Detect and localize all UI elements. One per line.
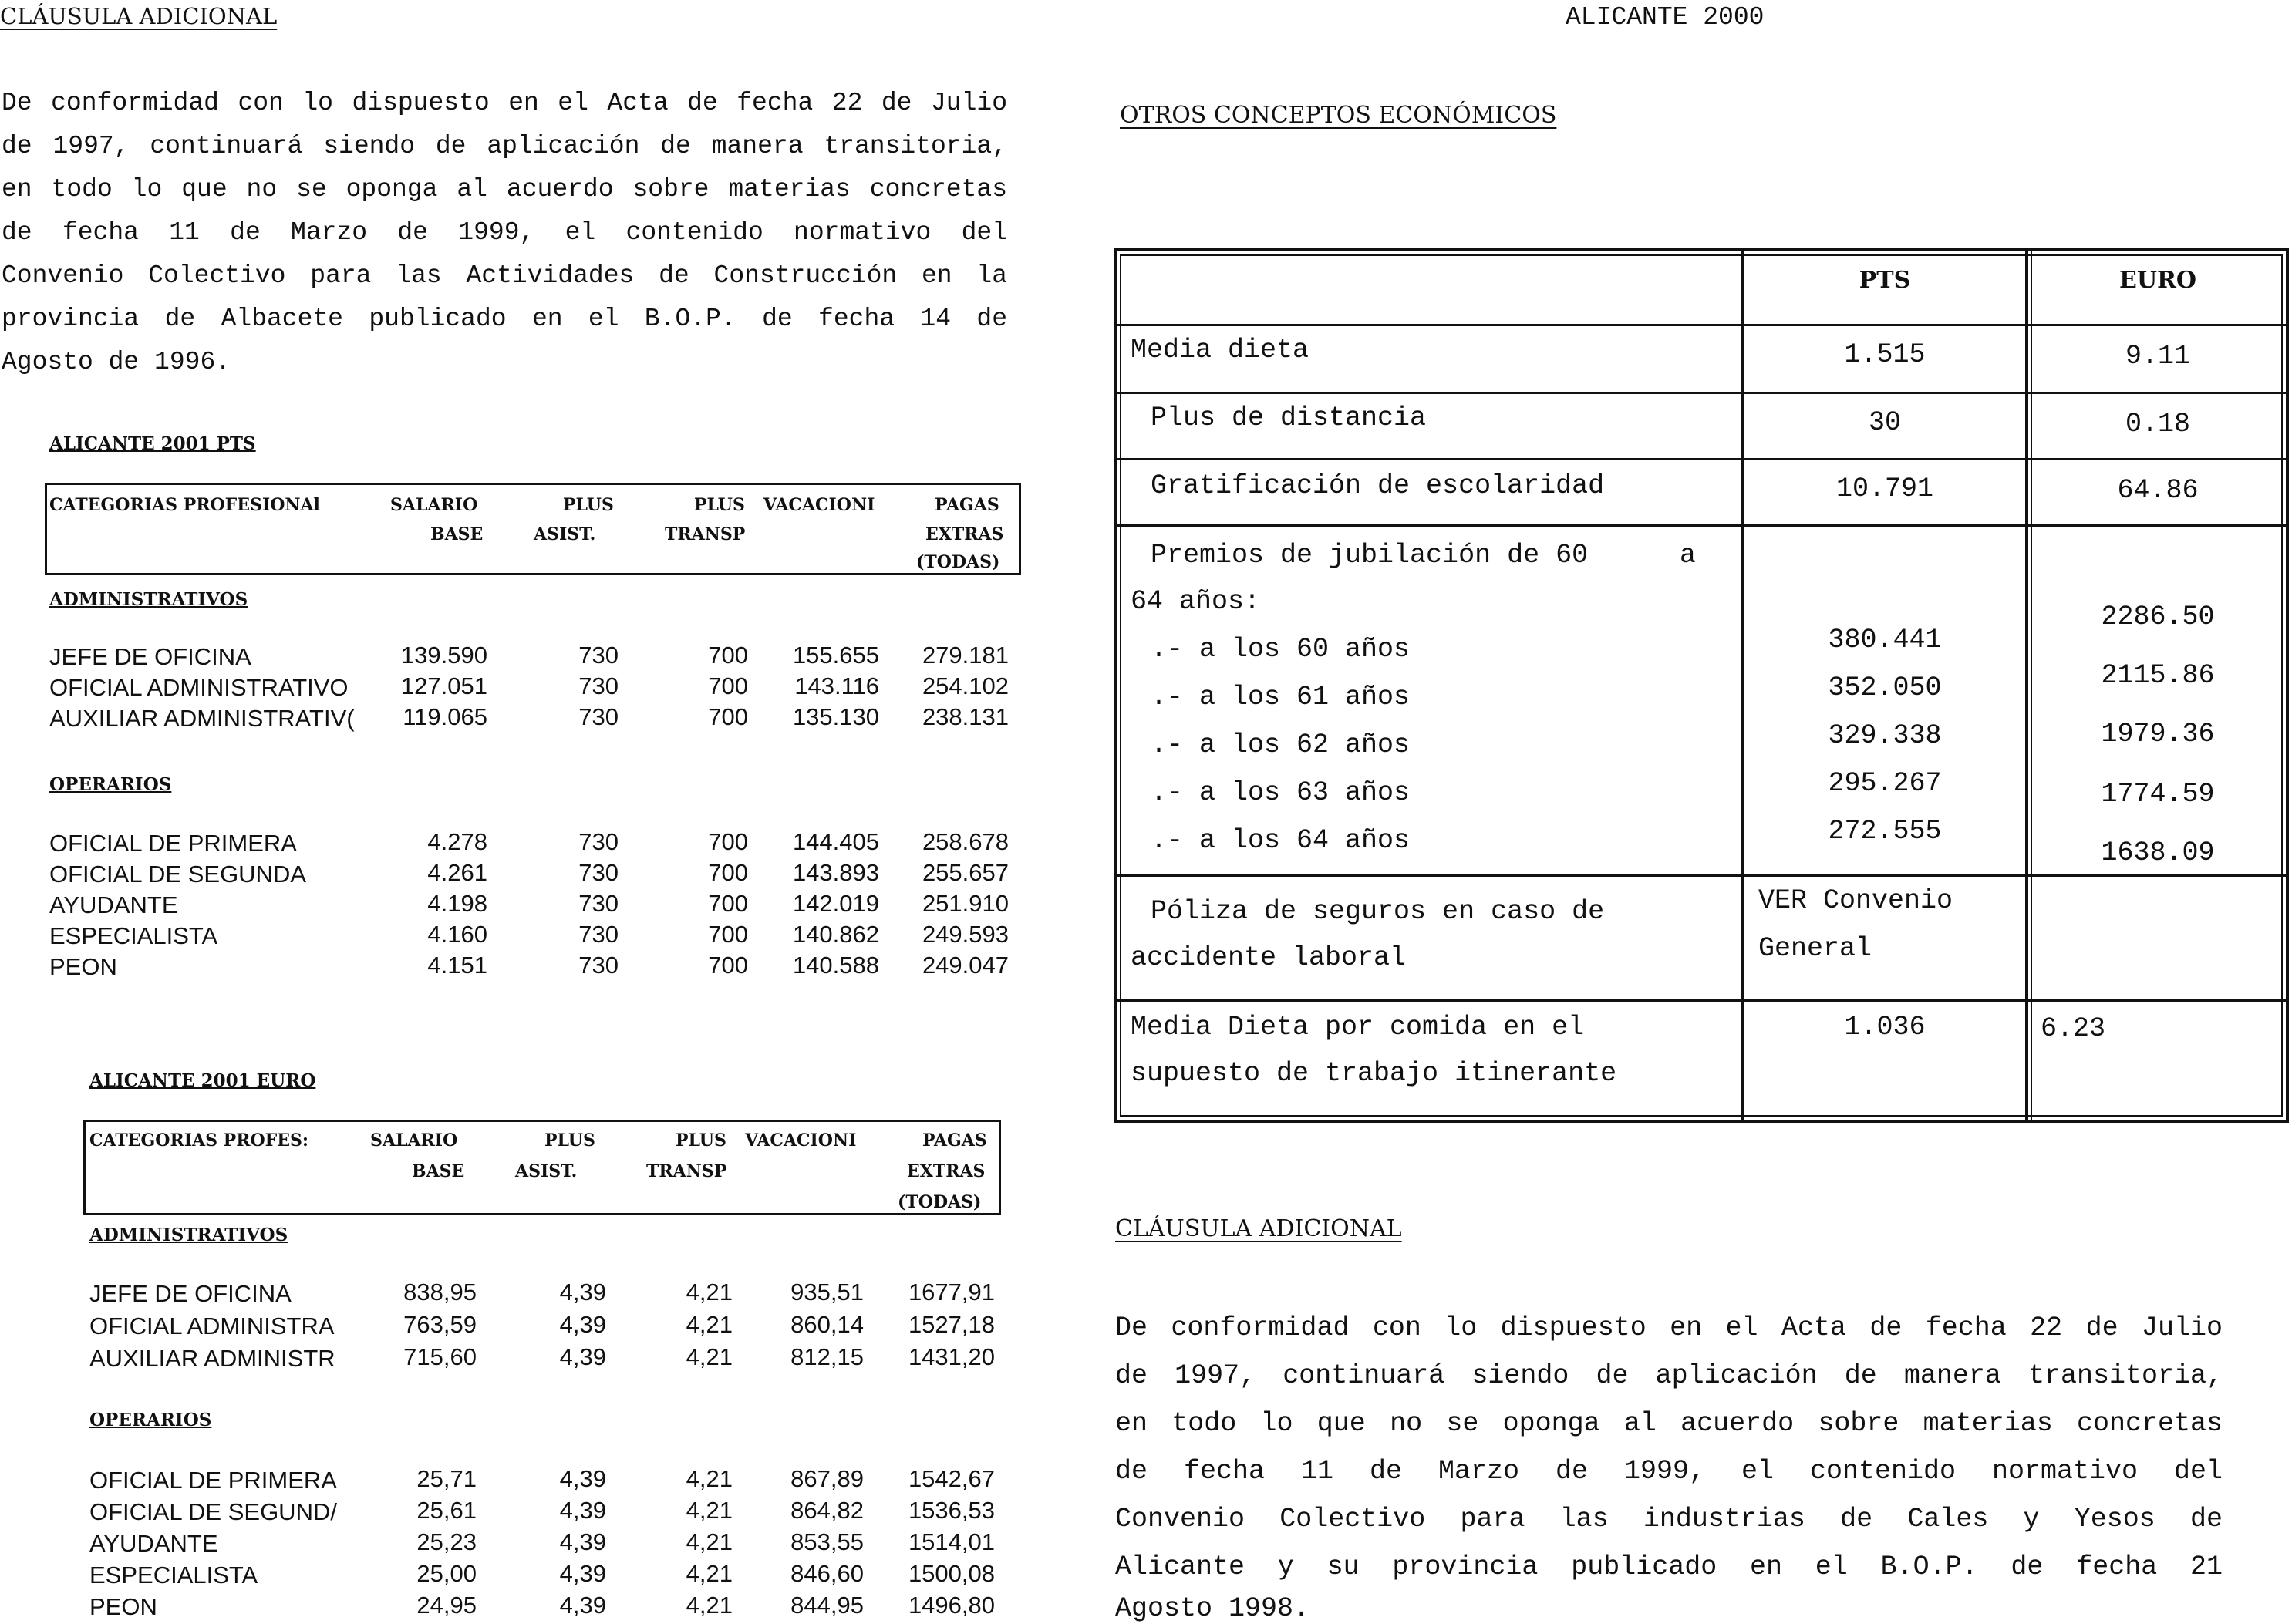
row-divider [1117, 324, 2286, 326]
paragraph-line: de 1997, continuará siendo de aplicación de manera transitoria, [1115, 1360, 2223, 1391]
category-label: PEON [89, 1593, 157, 1620]
category-label: AYUDANTE [49, 891, 178, 918]
row-divider [1117, 392, 2286, 394]
category-label: ESPECIALISTA [49, 922, 218, 949]
retirement-euro: 1979.36 [2101, 719, 2215, 750]
paragraph-line: provincia de Albacete publicado en el B.O.P. de fecha 14 de [2, 305, 1007, 333]
value-cell: 700 [708, 672, 748, 699]
value-cell: 846,60 [790, 1560, 864, 1587]
value-cell: 730 [578, 828, 619, 855]
value-cell: 4,21 [686, 1279, 733, 1306]
value-cell: 4,21 [686, 1592, 733, 1619]
value-cell: 730 [578, 859, 619, 886]
value-cell: 730 [578, 952, 619, 979]
clause-title-left: CLÁUSULA ADICIONAL [0, 3, 278, 29]
row-pts: 1.515 [1844, 339, 1926, 370]
value-cell: 730 [578, 672, 619, 699]
paragraph-line: en todo lo que no se oponga al acuerdo sobre materias concretas [1115, 1408, 2223, 1439]
value-cell: 4.278 [427, 828, 487, 855]
euro-col-plus-asist: ASIST. [515, 1161, 578, 1181]
category-label: JEFE DE OFICINA [89, 1280, 292, 1307]
pts-group-admin: ADMINISTRATIVOS [49, 589, 248, 610]
retirement-item: .- a los 61 años [1151, 682, 1411, 713]
row-label: accidente laboral [1131, 942, 1407, 973]
category-label: AYUDANTE [89, 1530, 218, 1557]
row-pts: VER Convenio [1758, 885, 1953, 916]
row-label: Media dieta [1131, 335, 1309, 366]
value-cell: 4,39 [559, 1343, 606, 1370]
paragraph-line: Convenio Colectivo para las Actividades de Construcción en la [2, 261, 1007, 290]
row-label: Plus de distancia [1151, 403, 1427, 433]
category-label: OFICIAL DE PRIMERA [49, 830, 297, 857]
row-pts: 1.036 [1844, 1012, 1926, 1043]
pts-table-title: ALICANTE 2001 PTS [49, 433, 256, 454]
category-label: PEON [49, 953, 117, 980]
value-cell: 4,21 [686, 1465, 733, 1492]
pts-col-plus-asist: ASIST. [534, 524, 596, 544]
row-label: Premios de jubilación de 60 [1151, 540, 1589, 571]
paragraph-line: Agosto de 1996. [2, 348, 231, 376]
pts-col-transp: PLUS [694, 495, 745, 515]
euro-col-plus: PLUS [544, 1130, 595, 1151]
value-cell: 1431,20 [908, 1343, 995, 1370]
value-cell: 4,39 [559, 1279, 606, 1306]
paragraph-line: de fecha 11 de Marzo de 1999, el contenido normativo del [1115, 1456, 2223, 1487]
retirement-pts: 380.441 [1828, 625, 1942, 655]
value-cell: 700 [708, 828, 748, 855]
value-cell: 700 [708, 859, 748, 886]
clause-title-right: CLÁUSULA ADICIONAL [1115, 1215, 1402, 1242]
retirement-item: .- a los 63 años [1151, 777, 1411, 808]
pts-col-plus: PLUS [563, 495, 614, 515]
col-header-pts: PTS [1859, 267, 1911, 294]
value-cell: 715,60 [403, 1343, 477, 1370]
value-cell: 140.588 [792, 952, 879, 979]
row-pts: General [1758, 933, 1872, 964]
row-euro: 64.86 [2117, 475, 2199, 506]
paragraph-line: de 1997, continuará siendo de aplicación de manera transitoria, [2, 132, 1007, 160]
value-cell: 4,39 [559, 1528, 606, 1555]
retirement-item: .- a los 60 años [1151, 634, 1411, 665]
category-label: OFICIAL ADMINISTRA [89, 1312, 335, 1339]
value-cell: 4,21 [686, 1343, 733, 1370]
value-cell: 238.131 [922, 703, 1009, 730]
category-label: AUXILIAR ADMINISTR [89, 1345, 335, 1372]
euro-group-operarios: OPERARIOS [89, 1410, 212, 1430]
euro-col-salario-base: BASE [412, 1161, 465, 1181]
value-cell: 1536,53 [908, 1497, 995, 1524]
paragraph-line: en todo lo que no se oponga al acuerdo sobre materias concretas [2, 175, 1007, 204]
value-cell: 700 [708, 890, 748, 917]
value-cell: 1500,08 [908, 1560, 995, 1587]
value-cell: 4,39 [559, 1311, 606, 1338]
retirement-euro: 1638.09 [2101, 837, 2215, 868]
euro-col-transp: PLUS [676, 1130, 726, 1151]
category-label: OFICIAL DE SEGUNDA [49, 861, 307, 888]
paragraph-line: Convenio Colectivo para las industrias de Cales y Yesos de [1115, 1504, 2223, 1535]
col-header-euro: EURO [2118, 267, 2197, 294]
value-cell: 730 [578, 703, 619, 730]
row-divider [1117, 874, 2286, 877]
euro-col-salario: SALARIO [370, 1130, 458, 1151]
value-cell: 4,21 [686, 1311, 733, 1338]
pts-col-pagas-extras: EXTRAS [925, 524, 1004, 544]
retirement-euro: 1774.59 [2101, 779, 2215, 810]
value-cell: 25,71 [416, 1465, 477, 1492]
value-cell: 700 [708, 642, 748, 669]
col-divider [2031, 251, 2032, 1120]
value-cell: 4,39 [559, 1465, 606, 1492]
pts-col-pagas-todas: (TODAS) [916, 552, 1000, 572]
value-cell: 4.198 [427, 890, 487, 917]
value-cell: 251.910 [922, 890, 1009, 917]
value-cell: 4.151 [427, 952, 487, 979]
value-cell: 4,21 [686, 1560, 733, 1587]
euro-group-admin: ADMINISTRATIVOS [89, 1225, 288, 1245]
row-divider [1117, 458, 2286, 460]
value-cell: 730 [578, 642, 619, 669]
pts-col-pagas: PAGAS [935, 495, 999, 515]
value-cell: 4,21 [686, 1497, 733, 1524]
row-label: Media Dieta por comida en el [1131, 1012, 1585, 1043]
row-label: 64 años: [1131, 586, 1261, 617]
row-euro: 0.18 [2125, 409, 2190, 440]
row-pts: 10.791 [1835, 473, 1934, 504]
row-euro: 9.11 [2125, 341, 2190, 372]
value-cell: 1514,01 [908, 1528, 995, 1555]
value-cell: 700 [708, 921, 748, 948]
category-label: OFICIAL ADMINISTRATIVO [49, 674, 349, 701]
euro-table-title: ALICANTE 2001 EURO [89, 1070, 316, 1091]
row-label: Póliza de seguros en caso de [1151, 896, 1605, 927]
value-cell: 119.065 [403, 703, 487, 730]
value-cell: 254.102 [922, 672, 1009, 699]
value-cell: 24,95 [416, 1592, 477, 1619]
retirement-pts: 272.555 [1828, 816, 1942, 847]
pts-col-vacaciones: VACACIONI [763, 495, 875, 515]
value-cell: 864,82 [790, 1497, 864, 1524]
retirement-euro: 2115.86 [2101, 660, 2215, 691]
paragraph-line: Agosto 1998. [1115, 1593, 1310, 1624]
value-cell: 730 [578, 890, 619, 917]
paragraph-line: de fecha 11 de Marzo de 1999, el contenido normativo del [2, 218, 1007, 247]
euro-col-pagas-todas: (TODAS) [898, 1192, 982, 1212]
euro-col-pagas: PAGAS [922, 1130, 987, 1151]
value-cell: 1542,67 [908, 1465, 995, 1492]
euro-col-pagas-extras: EXTRAS [907, 1161, 986, 1181]
value-cell: 25,23 [416, 1528, 477, 1555]
row-divider [1117, 524, 2286, 527]
pts-col-salario: SALARIO [390, 495, 478, 515]
retirement-item: .- a los 62 años [1151, 729, 1411, 760]
value-cell: 25,61 [416, 1497, 477, 1524]
value-cell: 140.862 [792, 921, 879, 948]
retirement-euro: 2286.50 [2101, 601, 2215, 632]
value-cell: 142.019 [792, 890, 879, 917]
pts-group-operarios: OPERARIOS [49, 774, 172, 795]
value-cell: 258.678 [922, 828, 1009, 855]
value-cell: 255.657 [922, 859, 1009, 886]
section-title: OTROS CONCEPTOS ECONÓMICOS [1120, 102, 1557, 129]
value-cell: 4,39 [559, 1497, 606, 1524]
pts-col-cat: CATEGORIAS PROFESIONAl [49, 495, 320, 515]
paragraph-line: De conformidad con lo dispuesto en el Acta de fecha 22 de Julio [2, 89, 1007, 117]
value-cell: 730 [578, 921, 619, 948]
value-cell: 4,39 [559, 1592, 606, 1619]
value-cell: 4,21 [686, 1528, 733, 1555]
row-label: Gratificación de escolaridad [1151, 470, 1605, 501]
value-cell: 279.181 [922, 642, 1009, 669]
value-cell: 838,95 [403, 1279, 477, 1306]
value-cell: 935,51 [790, 1279, 864, 1306]
value-cell: 155.655 [792, 642, 879, 669]
value-cell: 144.405 [792, 828, 879, 855]
row-divider [1117, 999, 2286, 1002]
value-cell: 4.261 [427, 859, 487, 886]
value-cell: 1677,91 [908, 1279, 995, 1306]
paragraph-line: De conformidad con lo dispuesto en el Acta de fecha 22 de Julio [1115, 1312, 2223, 1343]
value-cell: 249.047 [922, 952, 1009, 979]
euro-col-transp-2: TRANSP [646, 1161, 727, 1181]
value-cell: 700 [708, 703, 748, 730]
row-label: supuesto de trabajo itinerante [1131, 1058, 1617, 1089]
value-cell: 700 [708, 952, 748, 979]
value-cell: 249.593 [922, 921, 1009, 948]
euro-col-cat: CATEGORIAS PROFES: [89, 1130, 309, 1151]
category-label: AUXILIAR ADMINISTRATIV( [49, 705, 355, 732]
value-cell: 867,89 [790, 1465, 864, 1492]
value-cell: 139.590 [400, 642, 487, 669]
value-cell: 763,59 [403, 1311, 477, 1338]
page-header: ALICANTE 2000 [1566, 3, 1765, 32]
value-cell: 812,15 [790, 1343, 864, 1370]
retirement-pts: 352.050 [1828, 672, 1942, 703]
value-cell: 860,14 [790, 1311, 864, 1338]
value-cell: 143.116 [794, 672, 879, 699]
pts-col-salario-base: BASE [430, 524, 484, 544]
value-cell: 127.051 [400, 672, 487, 699]
retirement-pts: 295.267 [1828, 768, 1942, 799]
value-cell: 853,55 [790, 1528, 864, 1555]
category-label: ESPECIALISTA [89, 1562, 258, 1589]
category-label: OFICIAL DE PRIMERA [89, 1467, 337, 1494]
row-pts: 30 [1868, 407, 1901, 438]
value-cell: 4,39 [559, 1560, 606, 1587]
value-cell: 1496,80 [908, 1592, 995, 1619]
category-label: OFICIAL DE SEGUND/ [89, 1498, 337, 1525]
retirement-pts: 329.338 [1828, 720, 1942, 751]
row-label: a [1680, 540, 1697, 571]
paragraph-line: Alicante y su provincia publicado en el B.O.P. de fecha 21 [1115, 1552, 2223, 1582]
col-divider [2025, 251, 2028, 1120]
row-euro: 6.23 [2041, 1013, 2106, 1044]
value-cell: 4.160 [427, 921, 487, 948]
value-cell: 25,00 [416, 1560, 477, 1587]
value-cell: 143.893 [792, 859, 879, 886]
pts-col-transp-2: TRANSP [665, 524, 746, 544]
retirement-item: .- a los 64 años [1151, 825, 1411, 856]
value-cell: 844,95 [790, 1592, 864, 1619]
euro-col-vacaciones: VACACIONI [745, 1130, 857, 1151]
value-cell: 1527,18 [908, 1311, 995, 1338]
value-cell: 135.130 [792, 703, 879, 730]
category-label: JEFE DE OFICINA [49, 643, 251, 670]
